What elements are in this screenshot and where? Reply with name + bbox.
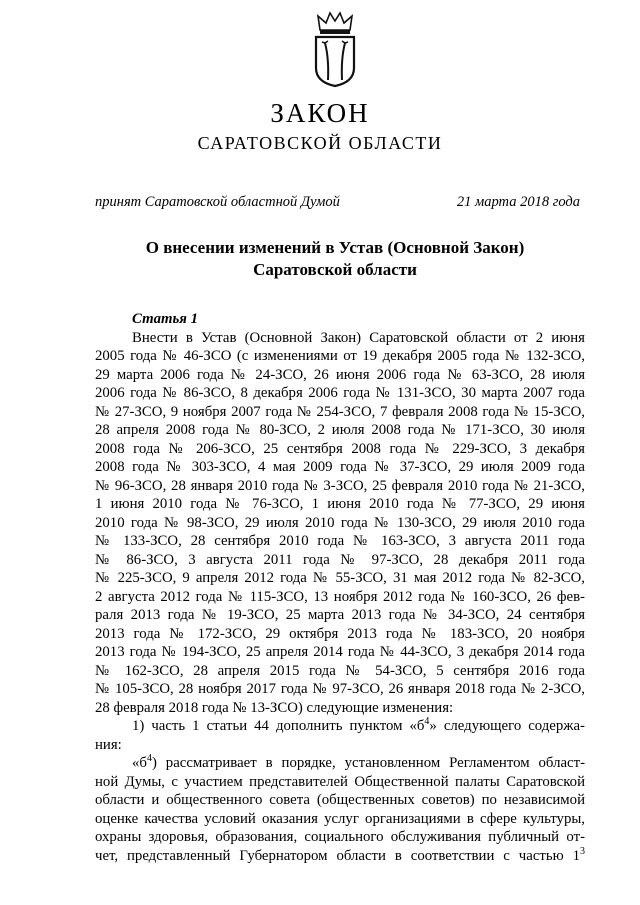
amendment-item-1-cont: ния:: [95, 736, 122, 753]
article-line: 2005 года № 46-ЗСО (с изменениями от 19 декабря 2005 года № 132-ЗСО,: [95, 348, 585, 364]
article-line: 2013 года № 194-ЗСО, 25 апреля 2014 года № 44-ЗСО, 3 декабря 2014 года: [95, 644, 585, 660]
article-line: 2013 года № 172-ЗСО, 29 октября 2013 года № 183-ЗСО, 20 ноября: [95, 625, 585, 642]
quote-line: ной Думы, с участием представителей Общественной палаты Саратовской: [95, 773, 585, 790]
article-line: 29 марта 2006 года № 24-ЗСО, 26 июня 2006 года № 63-ЗСО, 28 июля: [95, 366, 585, 383]
region-label: САРАТОВСКОЙ ОБЛАСТИ: [197, 133, 443, 153]
article-line: № 105-ЗСО, 28 ноября 2017 года № 97-ЗСО, 26 января 2018 года № 2-ЗСО,: [95, 681, 585, 697]
article-line: 2008 года № 206-ЗСО, 25 сентября 2008 года № 229-ЗСО, 3 декабря: [95, 440, 585, 457]
article-line: № 96-ЗСО, 28 января 2010 года № 3-ЗСО, 25 февраля 2010 года № 21-ЗСО,: [95, 477, 585, 494]
quote-line: охраны здоровья, образования, социального обслуживания публичный от-: [95, 829, 585, 845]
article-line: 2006 года № 86-ЗСО, 8 декабря 2006 года № 131-ЗСО, 30 марта 2007 года: [95, 385, 585, 401]
article-line: 2 августа 2012 года № 115-ЗСО, 13 ноября 2012 года № 160-ЗСО, 26 фев-: [95, 588, 585, 605]
article-line: № 133-ЗСО, 28 сентября 2010 года № 163-ЗСО, 3 августа 2011 года: [95, 533, 585, 549]
article-line: № 162-ЗСО, 28 апреля 2015 года № 54-ЗСО, 5 сентября 2016 года: [95, 662, 585, 679]
article-line: 2010 года № 98-ЗСО, 29 июля 2010 года № 130-ЗСО, 29 июля 2010 года: [95, 514, 585, 531]
article-line: 28 февраля 2018 года № 13-ЗСО) следующие изменения:: [95, 699, 454, 716]
quote-line: оценке качества условий оказания услуг организациями в сфере культуры,: [95, 810, 585, 827]
article-label: Статья 1: [132, 311, 198, 327]
quote-line-first: «$б^4$) рассматривает в порядке, установленном Регламентом област-: [132, 753, 585, 771]
article-line: раля 2013 года № 19-ЗСО, 25 марта 2013 года № 34-ЗСО, 24 сентября: [95, 607, 585, 623]
adopted-by: принят Саратовской областной Думой: [95, 194, 340, 210]
article-line: № 225-ЗСО, 9 апреля 2012 года № 55-ЗСО, 31 мая 2012 года № 82-ЗСО,: [95, 570, 585, 586]
article-line: № 86-ЗСО, 3 августа 2011 года № 97-ЗСО, 28 декабря 2011 года: [95, 551, 585, 568]
law-heading-line2: Саратовской области: [253, 260, 417, 279]
law-label: ЗАКОН: [270, 98, 370, 128]
article-line: 1 июня 2010 года № 76-ЗСО, 1 июня 2010 года № 77-ЗСО, 29 июня: [95, 496, 585, 512]
article-line: 2008 года № 303-ЗСО, 4 мая 2009 года № 37-ЗСО, 29 июля 2009 года: [95, 459, 585, 475]
article-line: № 27-ЗСО, 9 ноября 2007 года № 254-ЗСО, 7 февраля 2008 года № 15-ЗСО,: [95, 403, 585, 420]
law-heading: [0, 237, 640, 281]
article-line: 28 апреля 2008 года № 80-ЗСО, 2 июля 2008 года № 171-ЗСО, 30 июля: [95, 422, 585, 438]
quote-line-last: чет, представленный Губернатором области в соответствии с частью $1^3$: [95, 845, 585, 864]
adopted-date: 21 марта 2018 года: [456, 194, 580, 210]
saratov-coat-of-arms-icon: [310, 10, 360, 88]
article-line: Внести в Устав (Основной Закон) Саратовской области от 2 июня: [132, 329, 585, 346]
quote-line: области и общественного совета (общественных советов) по независимой: [95, 792, 585, 808]
law-heading-line1: О внесении изменений в Устав (Основной Закон): [145, 238, 525, 257]
article-body: [95, 310, 585, 865]
amendment-item-1: 1) часть 1 статьи 44 дополнить пунктом «$б^4$» следующего содержа-: [132, 716, 585, 734]
